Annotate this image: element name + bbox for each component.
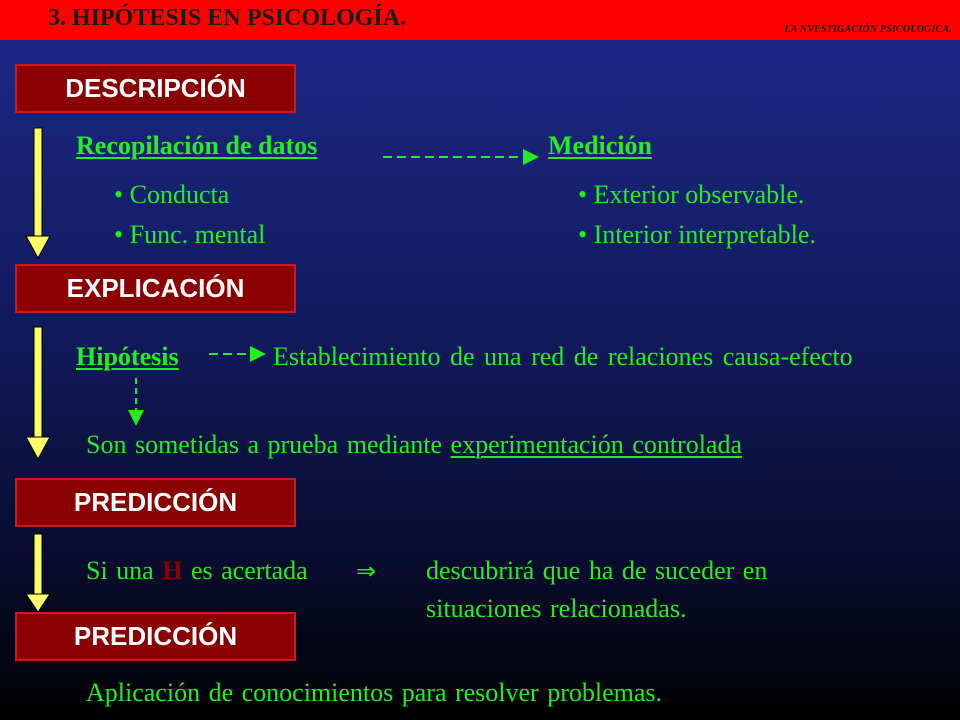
section-prediccion-2: PREDICCIÓN (15, 612, 296, 661)
slide-subtitle: LA NVESTIGACIÓN PSICOLÓGICA. (784, 24, 952, 35)
item-interior: • Interior interpretable. (578, 220, 816, 250)
section-descripcion: DESCRIPCIÓN (15, 64, 296, 113)
text-aplicacion: Aplicación de conocimientos para resolver problemas. (86, 678, 663, 707)
flow-arrow-2 (26, 327, 50, 459)
text-situaciones: situaciones relacionadas. (426, 594, 687, 623)
h-letter: H (162, 556, 183, 585)
flow-arrow-1 (26, 128, 50, 258)
text-red-causa-efecto: Establecimiento de una red de relaciones causa-efecto (273, 342, 853, 371)
text-prueba-prefix: Son sometidas a prueba mediante (86, 430, 451, 459)
text-sometidas-prueba (86, 430, 742, 460)
item-func-mental: • Func. mental (114, 220, 265, 250)
item-exterior: • Exterior observable. (578, 180, 804, 210)
flow-arrow-3 (26, 534, 50, 612)
heading-medicion: Medición (548, 131, 652, 160)
section-prediccion-1: PREDICCIÓN (15, 478, 296, 527)
text-si-una-h: Si una H es acertada (86, 556, 308, 585)
text-descubrira: descubrirá que ha de suceder en (426, 556, 768, 585)
implies-symbol: ⇒ (356, 557, 377, 585)
heading-recopilacion: Recopilación de datos (76, 131, 318, 160)
slide-title: 3. HIPÓTESIS EN PSICOLOGÍA. (48, 5, 407, 31)
item-conducta: • Conducta (114, 180, 229, 210)
section-explicacion: EXPLICACIÓN (15, 264, 296, 313)
text-experimentacion: experimentación controlada (450, 430, 743, 459)
heading-hipotesis: Hipótesis (76, 342, 179, 371)
